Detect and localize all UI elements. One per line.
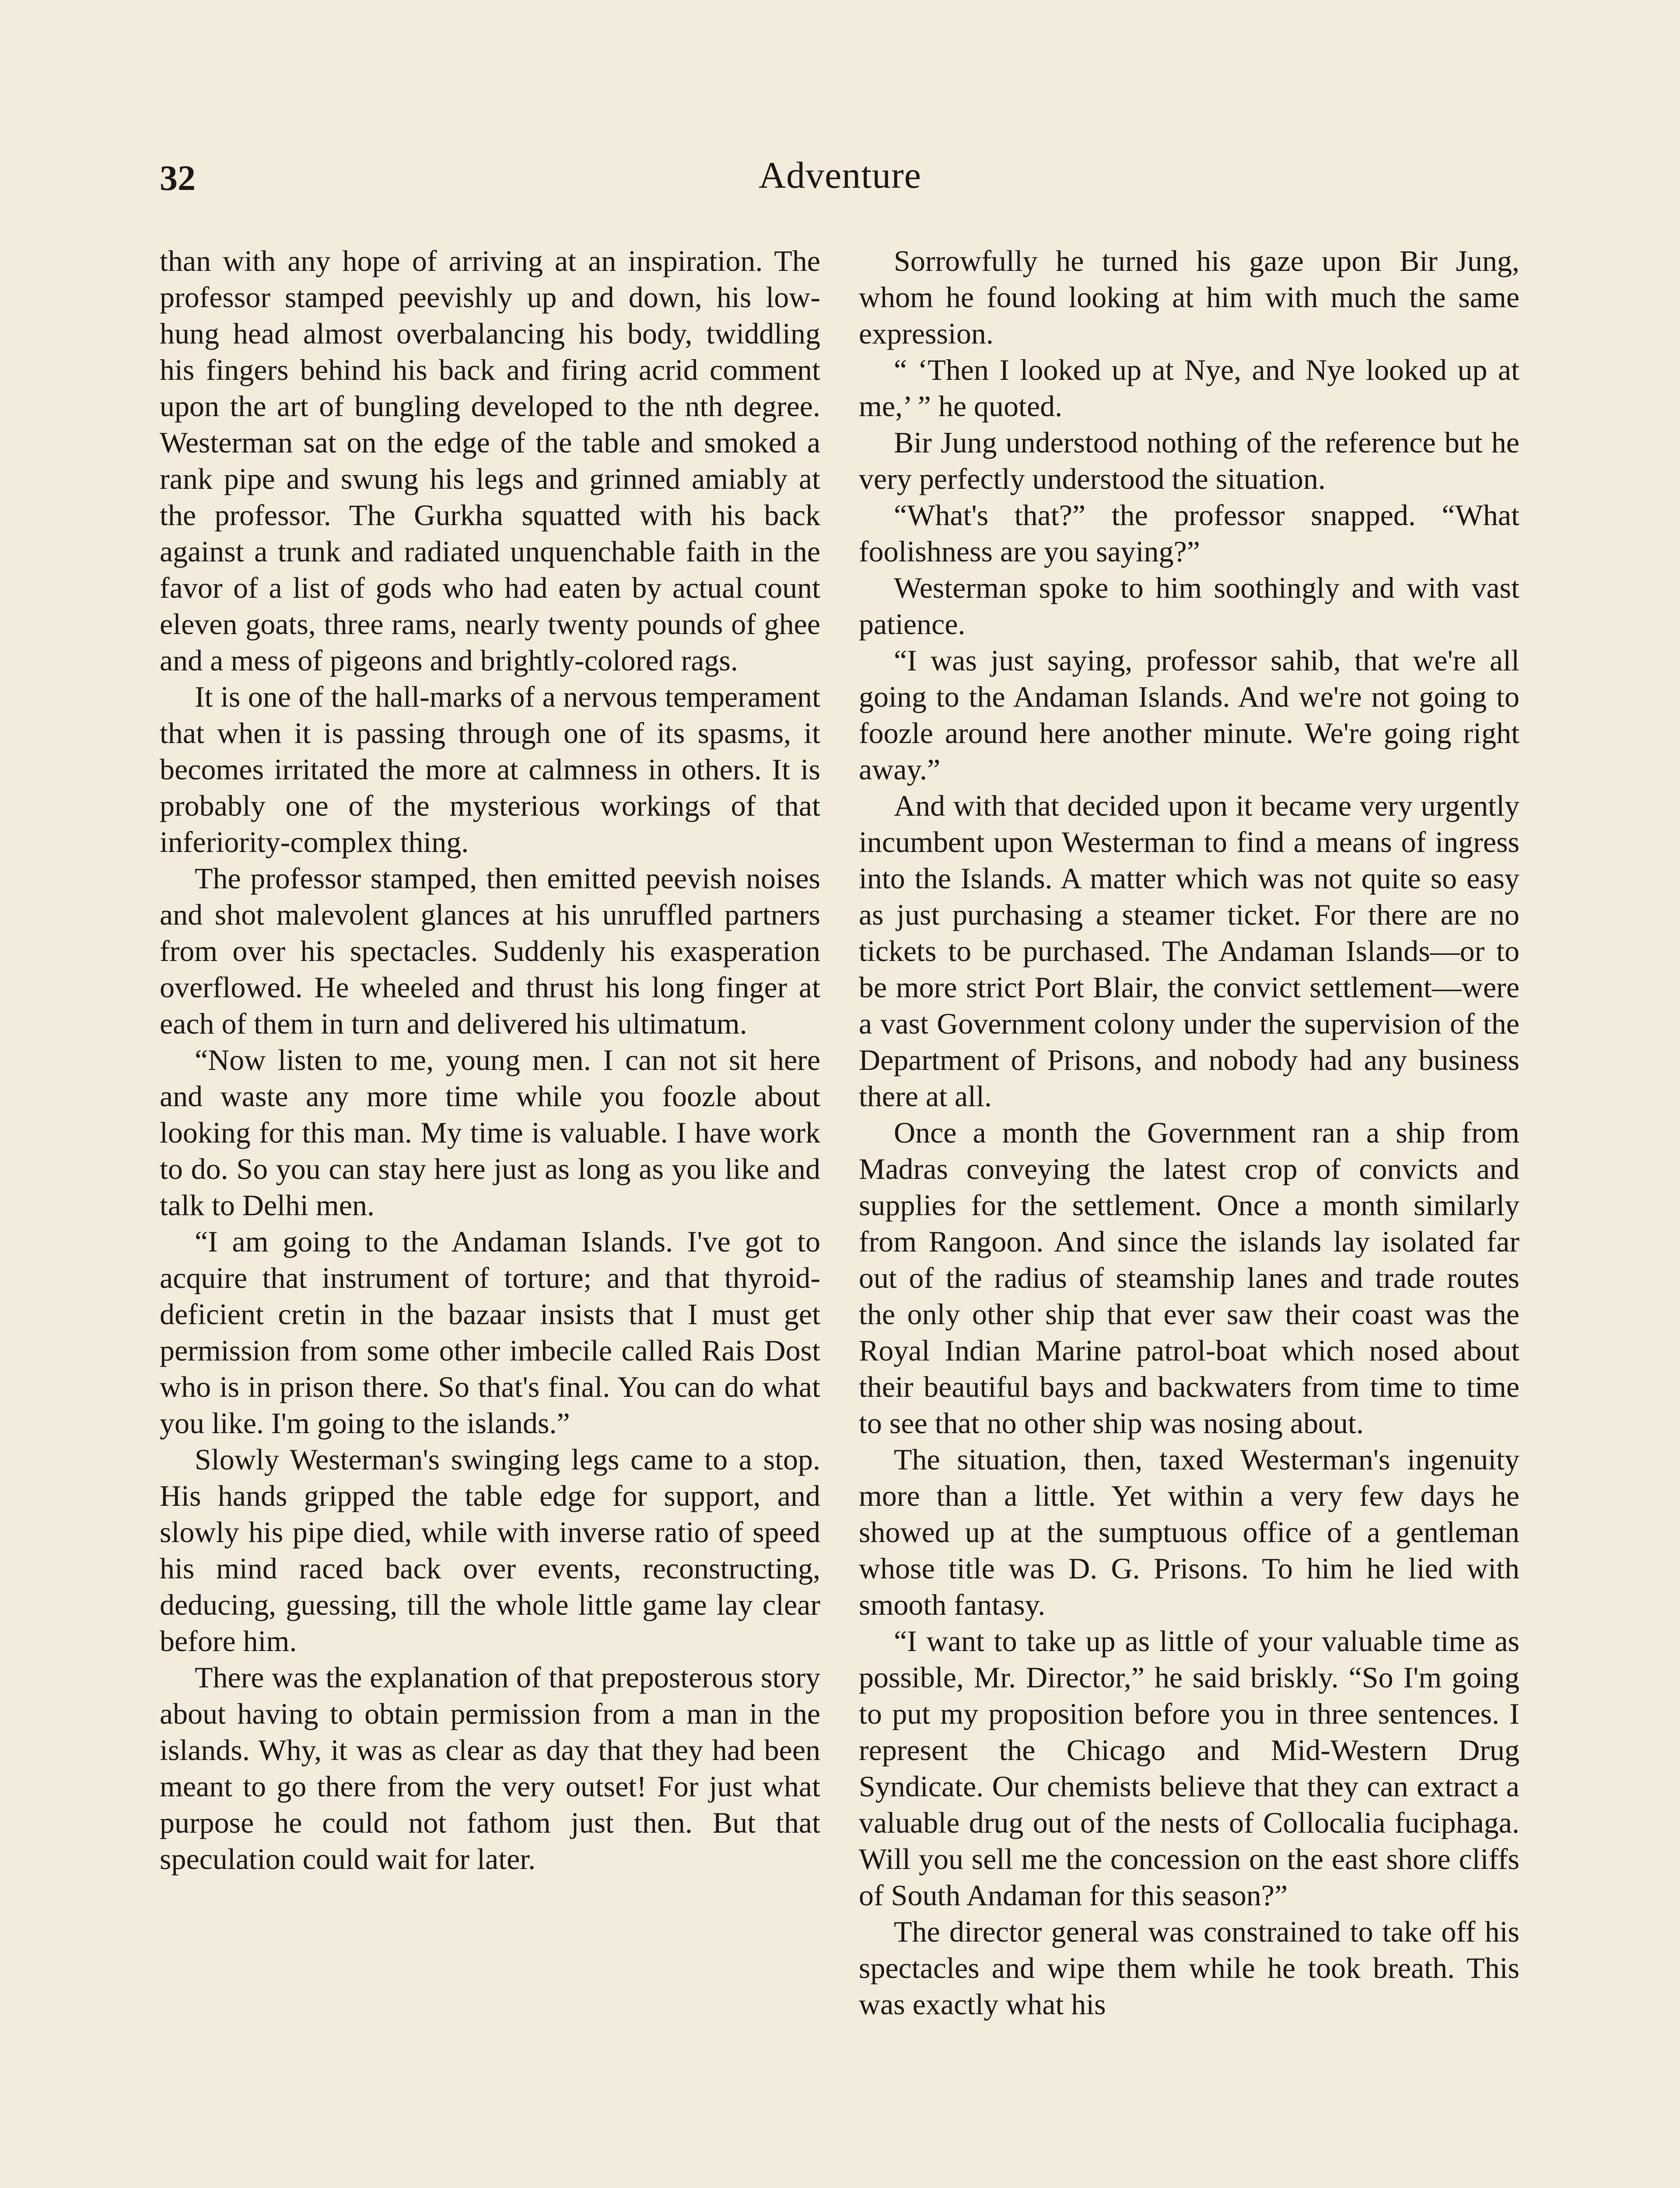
page-number: 32 (160, 158, 196, 198)
left-column (160, 243, 820, 1877)
paragraph: The situation, then, taxed Westerman's ingenuity more than a little. Yet within a very few days he showed up at the sumptuous office of a gentleman whose title was D. G. Prisons. To him he lied with smooth fantasy. (859, 1443, 1519, 1621)
paragraph: The professor stamped, then emitted peevish noises and shot malevolent glances at his unruffled partners from over his spectacles. Suddenly his exasperation overflowed. He wheeled and thrust his long finger at each of them in turn and delivered his ultimatum. (160, 862, 820, 1040)
paragraph: “I want to take up as little of your valuable time as possible, Mr. Director,” he said briskly. “So I'm going to put my proposition before you in three sentences. I represent the Chicago and Mid-Western Drug Syndicate. Our chemists believe that they can extract a valuable drug out of the nests of Collocalia fuciphaga. Will you sell me the concession on the east shore cliffs of South Andaman for this season?” (859, 1624, 1519, 1912)
paragraph: “What's that?” the professor snapped. “What foolishness are you saying?” (859, 498, 1519, 568)
paragraph: Once a month the Government ran a ship from Madras conveying the latest crop of convicts and supplies for the settlement. Once a month similarly from Rangoon. And since the islands lay isolated far out of the radius of steamship lanes and trade routes the only other ship that ever saw their coast was the Royal Indian Marine patrol-boat which nosed about their beautiful bays and backwaters from time to time to see that no other ship was nosing about. (859, 1116, 1519, 1440)
paragraph: than with any hope of arriving at an inspiration. The professor stamped peevishly up and down, his low-hung head almost overbalancing his body, twiddling his fingers behind his back and firing acrid comment upon the art of bungling developed to the nth degree. Westerman sat on the edge of the table and smoked a rank pipe and swung his legs and grinned amiably at the professor. The Gurkha squatted with his back against a trunk and radiated unquenchable faith in the favor of a list of gods who had eaten by actual count eleven goats, three rams, nearly twenty pounds of ghee and a mess of pigeons and brightly-colored rags. (160, 244, 820, 677)
paragraph: “Now listen to me, young men. I can not sit here and waste any more time while you foozle about looking for this man. My time is valuable. I have work to do. So you can stay here just as long as you like and talk to Delhi men. (160, 1043, 820, 1222)
paragraph: “ ‘Then I looked up at Nye, and Nye looked up at me,’ ” he quoted. (859, 353, 1519, 423)
paragraph: Slowly Westerman's swinging legs came to a stop. His hands gripped the table edge for support, and slowly his pipe died, while with inverse ratio of speed his mind raced back over events, reconstructing, deducing, guessing, till the whole little game lay clear before him. (160, 1443, 820, 1658)
paragraph: It is one of the hall-marks of a nervous temperament that when it is passing through one of its spasms, it becomes irritated the more at calmness in others. It is probably one of the mysterious workings of that inferiority-complex thing. (160, 680, 820, 859)
paragraph: There was the explanation of that preposterous story about having to obtain permission from a man in the islands. Why, it was as clear as day that they had been meant to go there from the very outset! For just what purpose he could not fathom just then. But that speculation could wait for later. (160, 1661, 820, 1876)
right-column (859, 243, 1519, 2023)
running-title: Adventure (759, 154, 921, 196)
paragraph: “I was just saying, professor sahib, that we're all going to the Andaman Islands. And we're not going to foozle around here another minute. We're going right away.” (859, 644, 1519, 786)
paragraph: Bir Jung understood nothing of the reference but he very perfectly understood the situation. (859, 426, 1519, 495)
paragraph: And with that decided upon it became very urgently incumbent upon Westerman to find a means of ingress into the Islands. A matter which was not quite so easy as just purchasing a steamer ticket. For there are no tickets to be purchased. The Andaman Islands—or to be more strict Port Blair, the convict settlement—were a vast Government colony under the supervision of the Department of Prisons, and nobody had any business there at all. (859, 789, 1519, 1113)
paragraph: The director general was constrained to take off his spectacles and wipe them while he took breath. This was exactly what his (859, 1915, 1519, 2021)
paragraph: Sorrowfully he turned his gaze upon Bir Jung, whom he found looking at him with much the same expression. (859, 244, 1519, 350)
paragraph: “I am going to the Andaman Islands. I've got to acquire that instrument of torture; and that thyroid-deficient cretin in the bazaar insists that I must get permission from some other imbecile called Rais Dost who is in prison there. So that's final. You can do what you like. I'm going to the islands.” (160, 1225, 820, 1440)
page-header (160, 149, 1520, 214)
paragraph: Westerman spoke to him soothingly and with vast patience. (859, 571, 1519, 641)
